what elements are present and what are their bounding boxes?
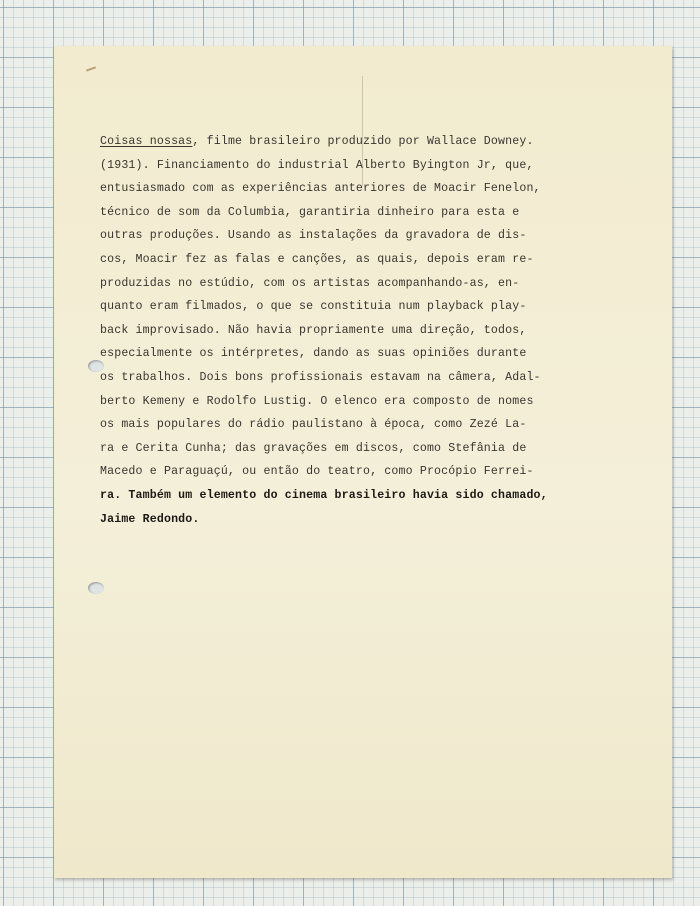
- text-line-5: outras produções. Usando as instalações da gravadora de dis-: [100, 229, 527, 243]
- text-line-11: os trabalhos. Dois bons profissionais estavam na câmera, Adal-: [100, 370, 541, 384]
- text-line-15: Macedo e Paraguaçú, ou então do teatro, como Procópio Ferrei-: [100, 465, 534, 479]
- text-line-1: Coisas nossas, filme brasileiro produzido por Wallace Downey.: [100, 135, 534, 148]
- text-line-6: cos, Moacir fez as falas e canções, as quais, depois eram re-: [100, 252, 534, 266]
- text-line-17: Jaime Redondo.: [100, 512, 200, 526]
- body-text: [100, 130, 570, 531]
- film-title: Coisas nossas: [100, 135, 193, 148]
- text-line-7: produzidas no estúdio, com os artistas acompanhando-as, en-: [100, 276, 520, 290]
- typewritten-page: [54, 46, 672, 878]
- text-line-14: ra e Cerita Cunha; das gravações em discos, como Stefânia de: [100, 441, 527, 455]
- text-line-13: os mais populares do rádio paulistano à época, como Zezé La-: [100, 418, 527, 432]
- text-line-10: especialmente os intérpretes, dando as suas opiniões durante: [100, 347, 527, 361]
- punch-hole-icon: [88, 582, 104, 594]
- text-line-4: técnico de som da Columbia, garantiria dinheiro para esta e: [100, 205, 520, 219]
- text-line-8: quanto eram filmados, o que se constituia num playback play-: [100, 300, 527, 314]
- text-line-9: back improvisado. Não havia propriamente uma direção, todos,: [100, 323, 527, 337]
- text-line-3: entusiasmado com as experiências anteriores de Moacir Fenelon,: [100, 182, 541, 196]
- text-line-12: berto Kemeny e Rodolfo Lustig. O elenco era composto de nomes: [100, 394, 534, 408]
- text-line-16: ra. Também um elemento do cinema brasileiro havia sido chamado,: [100, 488, 548, 502]
- text-line-2: (1931). Financiamento do industrial Alberto Byington Jr, que,: [100, 158, 534, 172]
- pencil-mark: [86, 66, 96, 71]
